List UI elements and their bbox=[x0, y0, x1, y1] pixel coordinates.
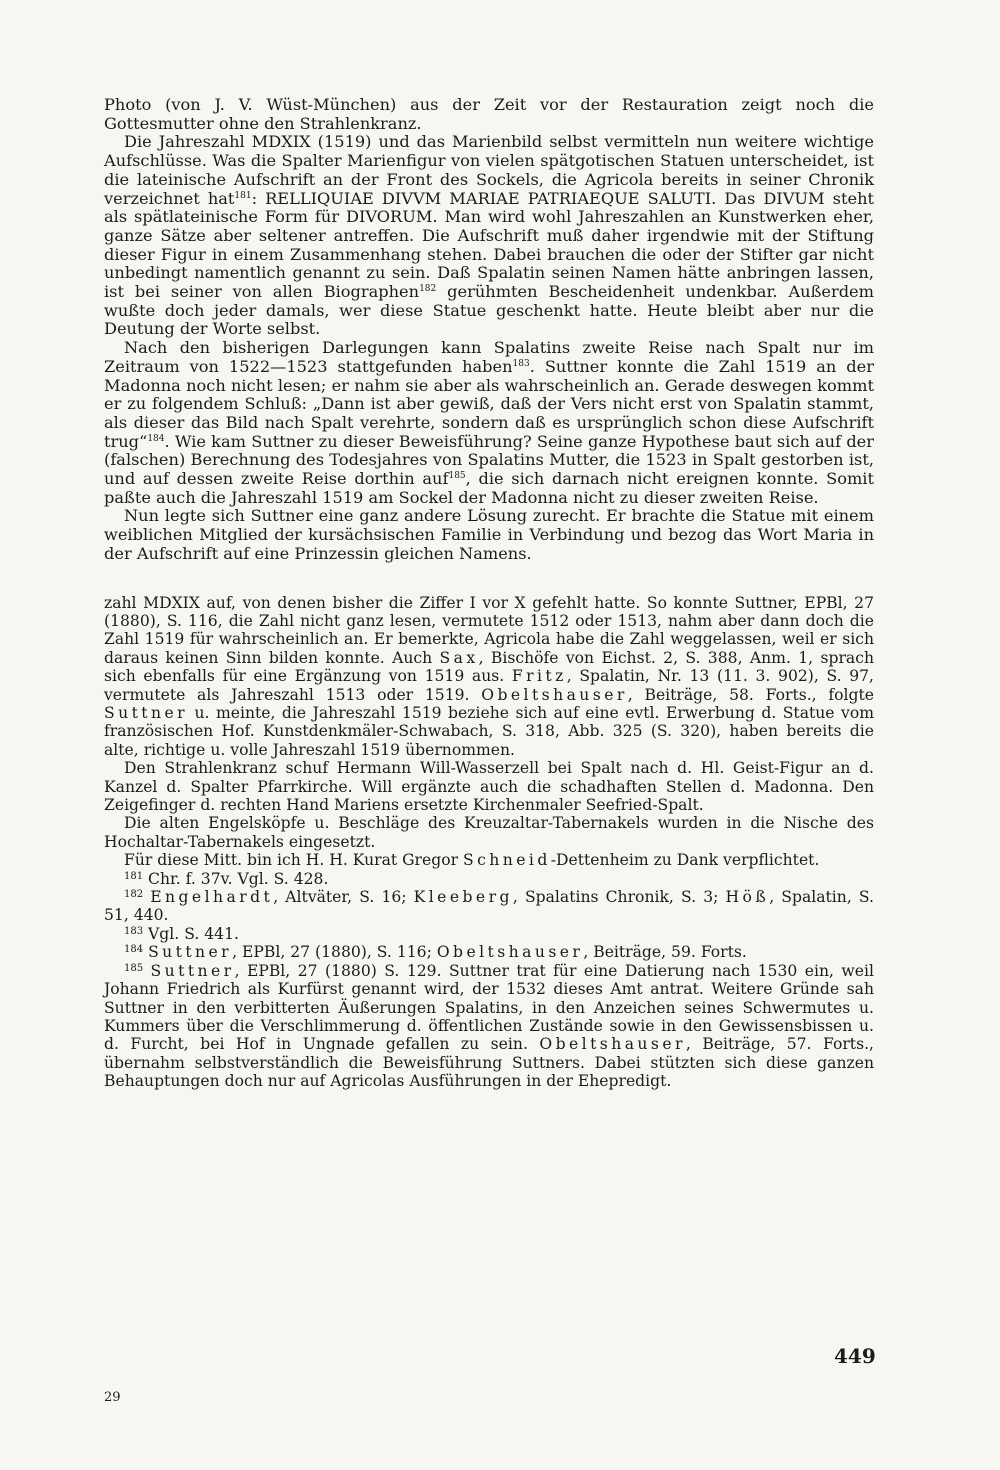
page-number: 449 bbox=[834, 1344, 876, 1368]
footnote-ref: 184 bbox=[147, 433, 165, 444]
footnote-ref: 181 bbox=[234, 190, 252, 201]
footnotes bbox=[104, 594, 874, 1091]
text: , Spalatin, Nr. 13 (11. 3. 902), S. 97, vermutete als Jahreszahl 1513 oder 1519. bbox=[104, 667, 874, 704]
footnote-182 bbox=[104, 888, 874, 925]
text: Photo (von J. V. Wüst-München) aus der Zeit vor der Restauration zeigt noch die Gottesmutter ohne den Strahlenkranz. bbox=[104, 95, 874, 133]
paragraph-4 bbox=[104, 507, 874, 563]
text: Nun legte sich Suttner eine ganz andere Lösung zurecht. Er brachte die Statue mit einem weiblichen Mitglied der kursächsischen Familie in Verbindung und bezog das Wort Maria in der Aufschrift auf eine Prinzessin gleichen Namens. bbox=[104, 506, 874, 563]
text: Chr. f. 37v. Vgl. S. 428. bbox=[143, 869, 329, 888]
paragraph-2 bbox=[104, 133, 874, 339]
author-name: Kleeberg bbox=[413, 888, 513, 907]
text: , EPBl, 27 (1880), S. 116; bbox=[232, 943, 437, 962]
page-body bbox=[104, 96, 874, 1091]
footnote-ref: 183 bbox=[512, 358, 530, 369]
author-name: Höß bbox=[725, 888, 770, 907]
signature-mark: 29 bbox=[104, 1390, 121, 1405]
footnote-183 bbox=[104, 925, 874, 943]
author-name: Suttner bbox=[150, 961, 235, 980]
text: zahl MDXIX auf, von denen bisher die Ziffer I vor X gefehlt hatte. So konnte Suttner, EPBl, 27 (1880), S. 116, die Zahl nicht ganz lesen, vermutete 1512 oder 1513, nahm aber dann doch die Zahl 1519 für wahrscheinlich an. Er bemerkte, Agricola habe die Zahl weggelassen, weil er sich daraus keinen Sinn bilden konnte. Auch bbox=[104, 593, 874, 667]
text: . Wie kam Suttner zu dieser Beweisführung? Seine ganze Hypothese baut sich auf der (falschen) Berechnung des Todesjahres von Spalatins Mutter, die 1523 in Spalt gestorben ist, und auf dessen zweite Reise dorthin auf bbox=[104, 431, 874, 489]
text: -Dettenheim zu Dank verpflichtet. bbox=[550, 851, 820, 870]
text: , die sich darnach nicht ereignen konnte. Somit paßte auch die Jahreszahl 1519 am Sockel der Madonna nicht zu dieser zweiten Reise. bbox=[104, 469, 874, 507]
footnote-number: 183 bbox=[124, 925, 144, 937]
footnote-184 bbox=[104, 943, 874, 961]
author-name: Schneid bbox=[463, 851, 551, 870]
text: Die alten Engelsköpfe u. Beschläge des Kreuzaltar-Tabernakels wurden in die Nische des Hochaltar-Tabernakels eingesetzt. bbox=[104, 814, 874, 851]
author-name: Obeltshauser bbox=[481, 685, 628, 704]
paragraph-1 bbox=[104, 96, 874, 133]
paragraph-3 bbox=[104, 339, 874, 507]
note-paragraph bbox=[104, 814, 874, 851]
text: Den Strahlenkranz schuf Hermann Will-Wasserzell bei Spalt nach d. Hl. Geist-Figur an d. Kanzel d. Spalter Pfarrkirche. Will ergänzte auch die schadhaften Stellen d. Madonna. Den Zeigefinger d. rechten Hand Mariens ersetzte Kirchenmaler Seefried-Spalt. bbox=[104, 759, 874, 815]
note-continuation bbox=[104, 594, 874, 760]
author-name: Engelhardt bbox=[150, 888, 274, 907]
text: . Suttner konnte die Zahl 1519 an der Madonna noch nicht lesen; er nahm sie aber als wahrscheinlich an. Gerade deswegen kommt er zu folgendem Schluß: „Dann ist aber gewiß, daß der Vers nicht erst von Spalatin stammt, als dieser das Bild nach Spalt verehrte, sondern daß es ursprünglich schon diese Aufschrift trug“ bbox=[104, 356, 874, 451]
footnote-number: 181 bbox=[124, 870, 144, 882]
author-name: Suttner bbox=[104, 704, 189, 723]
footnote-ref: 182 bbox=[419, 284, 437, 295]
main-text bbox=[104, 96, 874, 564]
footnote-number: 184 bbox=[124, 944, 144, 956]
text: : RELLIQUIAE DIVVM MARIAE PATRIAEQUE SALUTI. Das DIVUM steht als spätlateinische Form für DIVORUM. Man wird wohl Jahreszahlen an Kunstwerken eher, ganze Sätze aber seltener antreffen. Die Aufschrift muß daher irgendwie mit der Stiftung dieser Figur in einem Zusammenhang stehen. Dabei brauchen die oder der Stifter gar nicht unbedingt namentlich genannt zu sein. Daß Spalatin seinen Namen hätte anbringen lassen, ist bei seiner von allen Biographen bbox=[104, 188, 874, 302]
footnote-number: 185 bbox=[124, 962, 144, 974]
text: , Altväter, S. 16; bbox=[273, 888, 414, 907]
text: u. meinte, die Jahreszahl 1519 beziehe sich auf eine evtl. Erwerbung d. Statue vom französischen Hof. Kunstdenkmäler-Schwabach, S. 318, Abb. 325 (S. 320), haben bereits die alte, richtige u. volle Jahreszahl 1519 übernommen. bbox=[104, 704, 874, 759]
author-name: Obeltshauser bbox=[436, 943, 584, 962]
footnote-185 bbox=[104, 962, 874, 1091]
text: , EPBl, 27 (1880) S. 129. Suttner trat für eine Datierung nach 1530 ein, weil Johann Friedrich als Kurfürst genannt wird, der 1532 dieses Amt antrat. Weitere Gründe sah Suttner in den verbitterten Äußerungen Spalatins, in den Anzeichen seines Schwermutes u. Kummers über die Verschlimmerung d. öffentlichen Zustände sowie in den Gewissensbissen u. d. Furcht, bei Hof in Ungnade gefallen zu sein. bbox=[104, 961, 874, 1054]
note-paragraph bbox=[104, 759, 874, 814]
text: Die Jahreszahl MDXIX (1519) und das Marienbild selbst vermitteln nun weitere wichtige Aufschlüsse. Was die Spalter Marienfigur von vielen spätgotischen Statuen unterscheidet, ist die lateinische Aufschrift an der Front des Sockels, die Agricola bereits in seiner Chronik verzeichnet hat bbox=[104, 132, 874, 208]
text: Für diese Mitt. bin ich H. H. Kurat Gregor bbox=[124, 851, 464, 870]
author-name: Sax bbox=[439, 648, 479, 667]
text: , Beiträge, 58. Forts., folgte bbox=[627, 685, 874, 704]
text: , Spalatin, S. 51, 440. bbox=[104, 888, 874, 925]
text: , Beiträge, 59. Forts. bbox=[583, 943, 747, 962]
author-name: Obeltshauser bbox=[539, 1035, 686, 1054]
text: Nach den bisherigen Darlegungen kann Spalatins zweite Reise nach Spalt nur im Zeitraum von 1522—1523 stattgefunden haben bbox=[104, 338, 874, 376]
author-name: Fritz bbox=[511, 667, 567, 686]
author-name: Suttner bbox=[148, 943, 233, 962]
text: , Spalatins Chronik, S. 3; bbox=[512, 888, 726, 907]
footnote-number: 182 bbox=[124, 889, 144, 901]
text: , Bischöfe von Eichst. 2, S. 388, Anm. 1, sprach sich ebenfalls für eine Ergänzung von 1519 aus. bbox=[104, 648, 874, 686]
note-paragraph bbox=[104, 851, 874, 869]
text: , Beiträge, 57. Forts., übernahm selbstverständlich die Beweisführung Suttners. Dabei stützten sich diese ganzen Behauptungen doch nur auf Agricolas Ausführungen in der Ehepredigt. bbox=[104, 1035, 874, 1091]
footnote-181 bbox=[104, 870, 874, 888]
text: gerühmten Bescheidenheit undenkbar. Außerdem wußte doch jeder damals, wer diese Statue geschenkt hatte. Heute bleibt aber nur die Deutung der Worte selbst. bbox=[104, 282, 874, 339]
footnote-ref: 185 bbox=[448, 471, 466, 482]
text: Vgl. S. 441. bbox=[143, 924, 239, 943]
